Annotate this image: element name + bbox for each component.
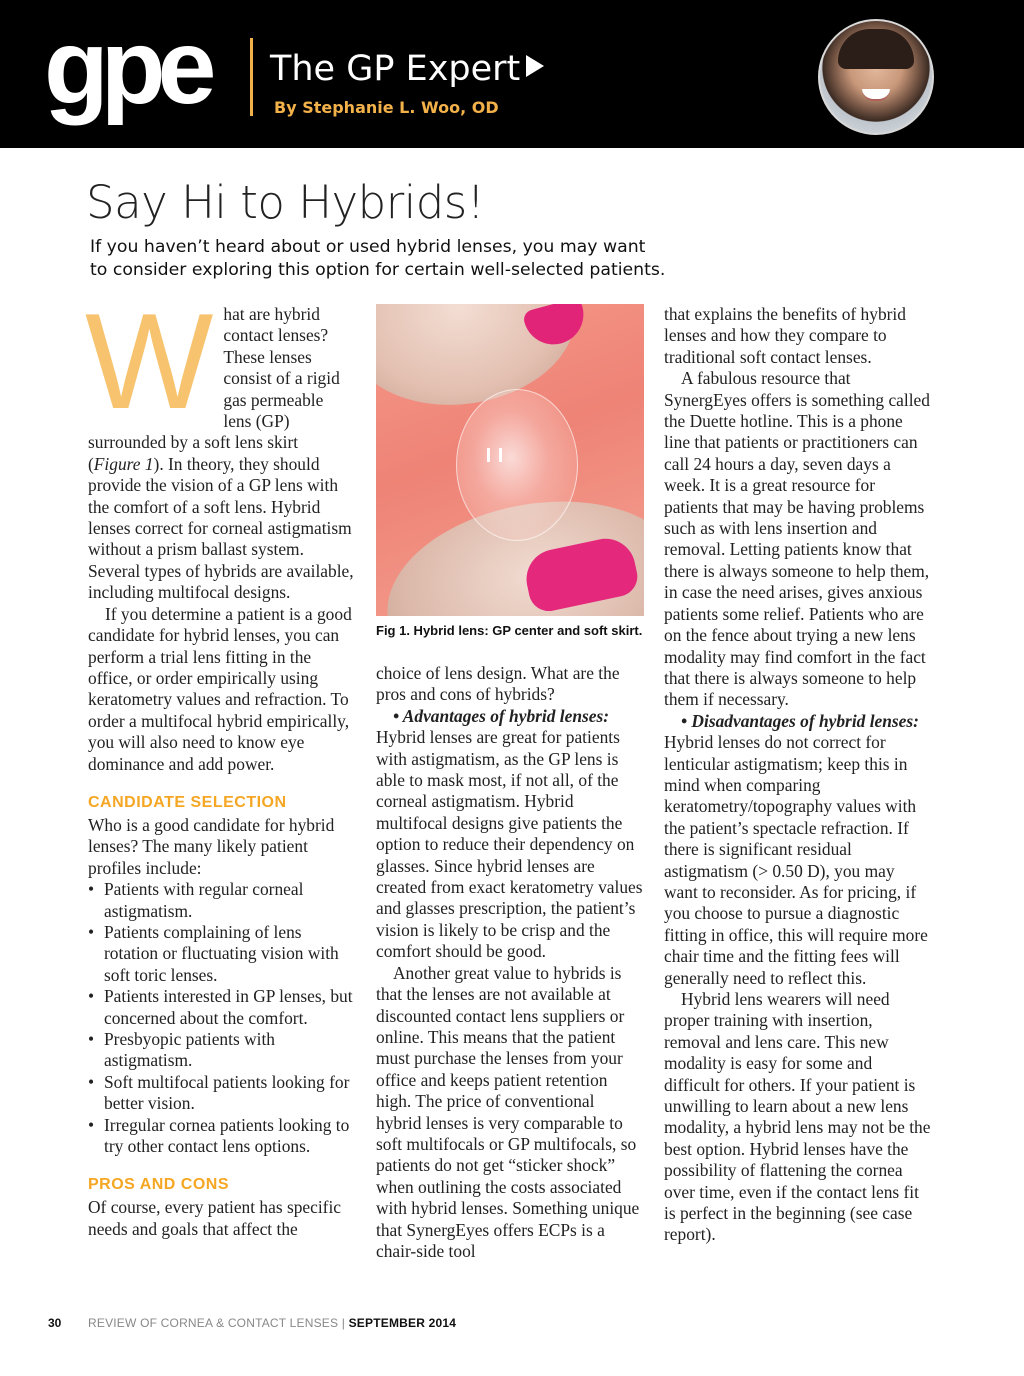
paragraph-hotline: A fabulous resource that SynergEyes offers is something called the Duette hotline. This is a phone line that patients or practitioners can call 24 hours a day, seven days a week. It is a great resource for patients that may be having problems such as with lens insertion and removal. Letting patients know that there is always someone to help them, in case the need arises, gives anxious patients some relief. Patients who are on the fence about trying a new lens modality may find comfort in the fact that there is always someone to help them if necessary. xyxy=(664,368,930,710)
article-title: Say Hi to Hybrids! xyxy=(86,176,485,229)
heading-pros-and-cons: PROS AND CONS xyxy=(88,1176,230,1194)
series-title-text: The GP Expert xyxy=(270,49,521,89)
logo-divider xyxy=(250,38,253,116)
heading-candidate-selection: CANDIDATE SELECTION xyxy=(88,793,287,811)
list-item-text: Presbyopic patients with astigmatism. xyxy=(104,1029,275,1071)
disadvantages-lead-in: • Disadvantages of hybrid lenses: xyxy=(681,710,919,731)
masthead xyxy=(0,0,1024,148)
bullet-dot: • xyxy=(88,1114,95,1135)
hybrid-lens-photo xyxy=(376,304,644,616)
paragraph-chairside: that explains the benefits of hybrid lenses and how they compare to traditional soft contact lenses. xyxy=(664,304,906,367)
lens-glint xyxy=(487,448,490,462)
candidate-list xyxy=(88,879,354,1157)
deck-line-2: to consider exploring this option for certain well-selected patients. xyxy=(90,260,666,280)
publication-name: REVIEW OF CORNEA & CONTACT LENSES | xyxy=(88,1316,349,1330)
advantages-text: Hybrid lenses are great for patients with astigmatism, as the GP lens is able to mask most, if not all, of the corneal astigmatism. Hybrid multifocal designs give patients the option to reduce their dependency on glasses. Since hybrid lenses are created from exact keratometry values and glasses prescription, the patient’s vision is likely to be crisp and the comfort should be good. xyxy=(376,727,643,962)
intro-text-end: ). In theory, they should provide the vision of a GP lens with the comfort of a soft lens. Hybrid lenses correct for corneal astigmatism without a prism ballast system. Several types of hybrids are available, including multifocal designs. xyxy=(88,453,354,603)
gpe-logo: gpe xyxy=(44,8,209,126)
list-item xyxy=(88,922,354,986)
paragraph-trial-fitting: If you determine a patient is a good candidate for hybrid lenses, you can perform a trial lens fitting in the office, or order empirically using keratometry values and refraction. To order a multifocal hybrid empirically, you will also need to know eye dominance and add power. xyxy=(88,603,352,774)
paragraph-value: Another great value to hybrids is that the lenses are not available at discounted contact lens suppliers or online. This means that the patient must purchase the lenses from your office and keeps patient retention high. The price of conventional hybrid lenses is very comparable to soft multifocals or GP multifocals, so patients do not get “sticker shock” when outlining the costs associated with hybrid lenses. Something unique that SynergEyes offers ECPs is a chair-side tool xyxy=(376,962,640,1261)
list-item-text: Patients interested in GP lenses, but concerned about the comfort. xyxy=(104,986,353,1028)
author-photo xyxy=(818,19,934,135)
disadvantages-text: Hybrid lenses do not correct for lenticular astigmatism; keep this in mind when comparing keratometry/topography values with the patient’s spectacle refraction. If there is significant residual astigmatism (> 0.50 D), you may want to reconsider. As for pricing, if you choose to pursue a diagnostic fitting in office, this will require more chair time and the fitting fees will generally need to reflect this. xyxy=(664,732,928,988)
deck-line-1: If you haven’t heard about or used hybrid lenses, you may want xyxy=(90,237,646,257)
bullet-dot: • xyxy=(88,1071,95,1092)
page-number: 30 xyxy=(48,1316,62,1330)
bullet-dot: • xyxy=(88,921,95,942)
paragraph-training: Hybrid lens wearers will need proper training with insertion, removal and lens care. This new modality is easy for some and difficult for others. If your patient is unwilling to learn about a new lens modality, a hybrid lens may not be the best option. Hybrid lenses have the possibility of flattening the cornea over time, even if the contact lens fit is perfect in the beginning (see case report). xyxy=(664,989,931,1245)
list-item-text: Irregular cornea patients looking to try other contact lens options. xyxy=(104,1114,350,1157)
paragraph-lens-choice: choice of lens design. What are the pros and cons of hybrids? xyxy=(376,663,620,705)
series-title xyxy=(270,49,544,89)
list-item xyxy=(88,1029,354,1072)
issue-date: SEPTEMBER 2014 xyxy=(348,1316,457,1330)
author-photo-smile xyxy=(862,89,890,101)
author-photo-hair xyxy=(838,29,914,69)
paragraph-advantages xyxy=(376,706,644,963)
paragraph-disadvantages xyxy=(664,711,932,989)
bullet-dot: • xyxy=(88,986,95,1007)
drop-cap: W xyxy=(85,285,214,437)
advantages-lead-in: • Advantages of hybrid lenses: xyxy=(393,705,610,726)
list-item-text: Soft multifocal patients looking for better vision. xyxy=(104,1071,350,1114)
play-arrow-icon xyxy=(526,55,544,77)
intro-paragraph xyxy=(85,285,354,604)
author-byline: By Stephanie L. Woo, OD xyxy=(274,98,499,117)
figure-reference: Figure 1 xyxy=(93,453,154,474)
lens-glint xyxy=(499,448,502,462)
publication-folio xyxy=(88,1316,456,1330)
bullet-dot: • xyxy=(88,879,95,900)
bullet-dot: • xyxy=(88,1029,95,1049)
list-item-text: Patients complaining of lens rotation or fluctuating vision with soft toric lenses. xyxy=(104,921,339,985)
list-item xyxy=(88,986,354,1029)
list-item xyxy=(88,879,354,922)
photo-lens xyxy=(456,389,578,541)
paragraph-pros-cons: Of course, every patient has specific needs and goals that affect the xyxy=(88,1197,342,1239)
paragraph-candidates: Who is a good candidate for hybrid lenses? The many likely patient profiles include: xyxy=(88,814,335,878)
column-2 xyxy=(376,304,644,1262)
figure-caption: Fig 1. Hybrid lens: GP center and soft skirt. xyxy=(376,623,643,638)
list-item-text: Patients with regular corneal astigmatism. xyxy=(104,879,304,921)
article-deck xyxy=(90,236,770,282)
list-item xyxy=(88,1072,354,1115)
column-3 xyxy=(664,304,932,1246)
column-1 xyxy=(85,285,354,1240)
intro-text: hat are hybrid contact lenses? These lenses consist of a rigid gas permeable lens (GP) surrounded by a soft lens skirt ( xyxy=(88,304,340,474)
list-item xyxy=(88,1115,354,1158)
